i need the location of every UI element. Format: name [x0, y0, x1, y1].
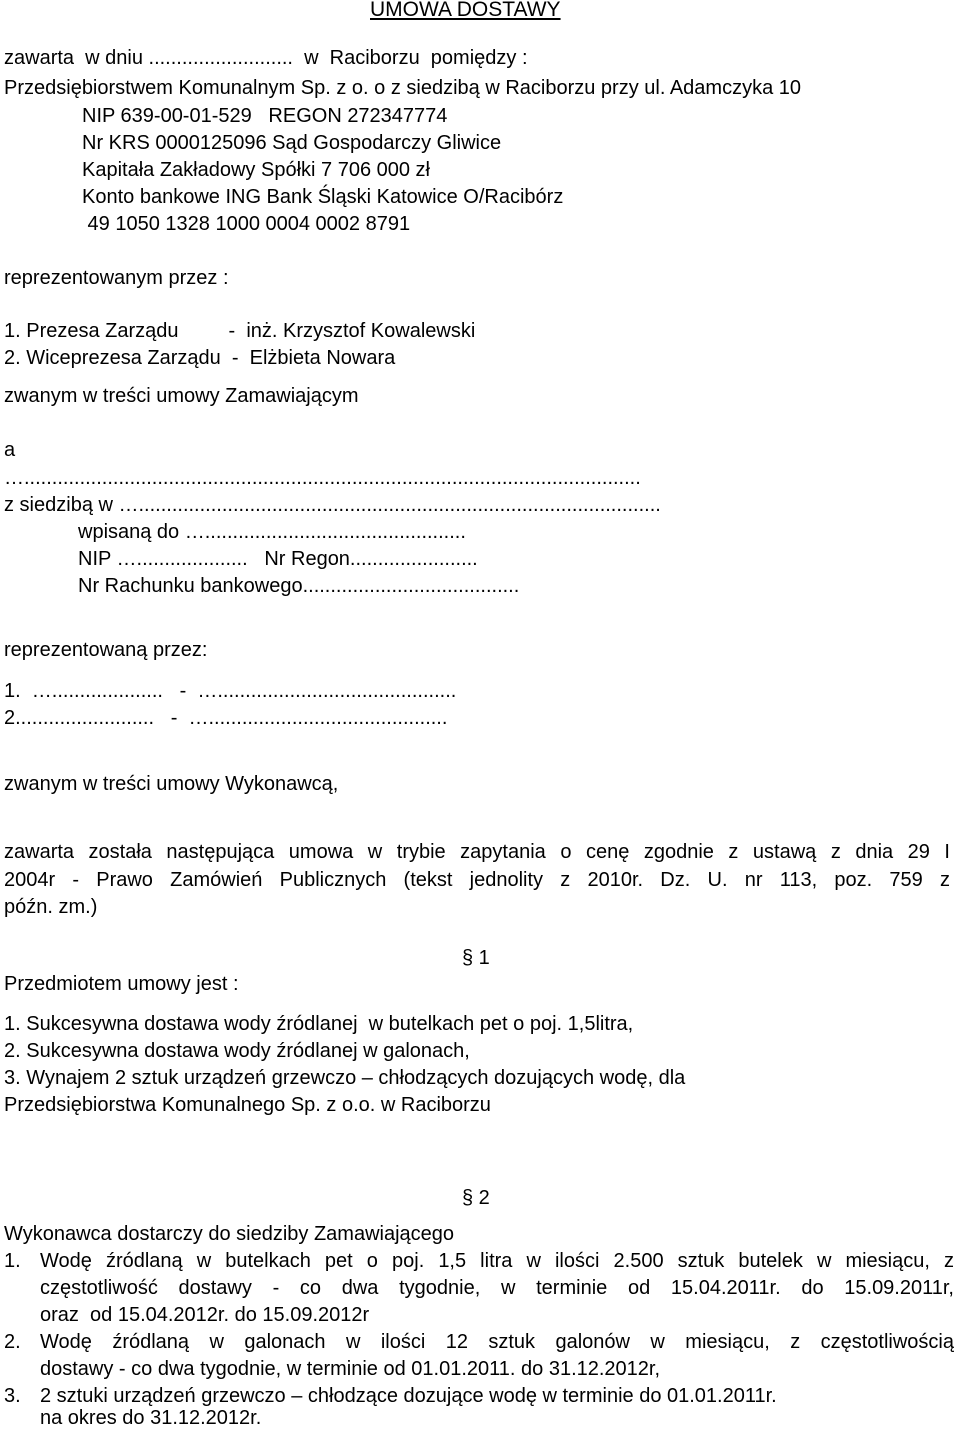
- section-2-item-2-line-2: dostawy - co dwa tygodnie, w terminie od 01.01.2011. do 31.12.2012r,: [40, 1358, 661, 1380]
- header-line-2: Przedsiębiorstwem Komunalnym Sp. z o. o z siedzibą w Raciborzu przy ul. Adamczyka 10: [4, 77, 802, 99]
- section-2-number-3: 3.: [4, 1385, 21, 1407]
- section-2-item-1-line-3: oraz od 15.04.2012r. do 15.09.2012r: [40, 1304, 370, 1326]
- party-registration: wpisaną do …...............................................: [78, 521, 466, 543]
- section-1-item-1: 1. Sukcesywna dostawa wody źródlanej w butelkach pet o poj. 1,5litra,: [4, 1013, 634, 1035]
- header-line-1: zawarta w dniu .......................... w Raciborzu pomiędzy :: [4, 47, 528, 69]
- contractor-role: zwanym w treści umowy Wykonawcą,: [4, 773, 339, 795]
- section-1-mark: § 1: [462, 947, 490, 969]
- section-1-item-3: 3. Wynajem 2 sztuk urządzeń grzewczo – chłodzących dozujących wodę, dla: [4, 1067, 686, 1089]
- intro-line-3: późn. zm.): [4, 896, 98, 918]
- section-2-mark: § 2: [462, 1187, 490, 1209]
- header-account: 49 1050 1328 1000 0004 0002 8791: [82, 213, 411, 235]
- header-bank: Konto bankowe ING Bank Śląski Katowice O/Racibórz: [82, 186, 564, 208]
- party-name-blank: …...............................................................................................................: [4, 467, 641, 489]
- contractor-representative-1: 1. ….................... - …...........................................: [4, 680, 457, 702]
- section-2-item-3-line-2: na okres do 31.12.2012r.: [40, 1407, 262, 1429]
- section-2-item-1-line-1: Wodę źródlaną w butelkach pet o poj. 1,5 litra w ilości 2.500 sztuk butelek w miesiącu, z: [40, 1250, 954, 1272]
- party-a: a: [4, 439, 16, 461]
- section-1-heading: Przedmiotem umowy jest :: [4, 973, 239, 995]
- contractor-representative-2: 2......................... - …...........................................: [4, 707, 448, 729]
- contractor-represented-label: reprezentowaną przez:: [4, 639, 208, 661]
- header-krs: Nr KRS 0000125096 Sąd Gospodarczy Gliwice: [82, 132, 502, 154]
- section-1-item-2: 2. Sukcesywna dostawa wody źródlanej w galonach,: [4, 1040, 470, 1062]
- section-2-number-2: 2.: [4, 1331, 21, 1353]
- party-bank-account: Nr Rachunku bankowego.......................................: [78, 575, 520, 597]
- section-2-heading: Wykonawca dostarczy do siedziby Zamawiającego: [4, 1223, 455, 1245]
- section-2-number-1: 1.: [4, 1250, 21, 1272]
- represented-by-label: reprezentowanym przez :: [4, 267, 229, 289]
- header-nip-regon: NIP 639-00-01-529 REGON 272347774: [82, 105, 448, 127]
- ordering-party-role: zwanym w treści umowy Zamawiającym: [4, 385, 359, 407]
- document-title: UMOWA DOSTAWY: [370, 0, 561, 21]
- representative-2: 2. Wiceprezesa Zarządu - Elżbieta Nowara: [4, 347, 396, 369]
- section-2-item-2-line-1: Wodę źródlaną w galonach w ilości 12 sztuk galonów w miesiącu, z częstotliwością: [40, 1331, 954, 1353]
- section-2-item-1-line-2: częstotliwość dostawy - co dwa tygodnie, w terminie od 15.04.2011r. do 15.09.2011r,: [40, 1277, 954, 1299]
- intro-line-2: 2004r - Prawo Zamówień Publicznych (tekst jednolity z 2010r. Dz. U. nr 113, poz. 759 z: [4, 869, 950, 891]
- section-2-item-3-line-1: 2 sztuki urządzeń grzewczo – chłodzące dozujące wodę w terminie do 01.01.2011r.: [40, 1385, 777, 1407]
- party-nip-regon: NIP ….................... Nr Regon.......................: [78, 548, 478, 570]
- intro-line-1: zawarta została następująca umowa w trybie zapytania o cenę zgodnie z ustawą z dnia 29 I: [4, 841, 950, 863]
- party-seat: z siedzibą w …..............................................................................................: [4, 494, 661, 516]
- representative-1: 1. Prezesa Zarządu - inż. Krzysztof Kowalewski: [4, 320, 476, 342]
- section-1-item-3-cont: Przedsiębiorstwa Komunalnego Sp. z o.o. w Raciborzu: [4, 1094, 491, 1116]
- header-capital: Kapitała Zakładowy Spółki 7 706 000 zł: [82, 159, 430, 181]
